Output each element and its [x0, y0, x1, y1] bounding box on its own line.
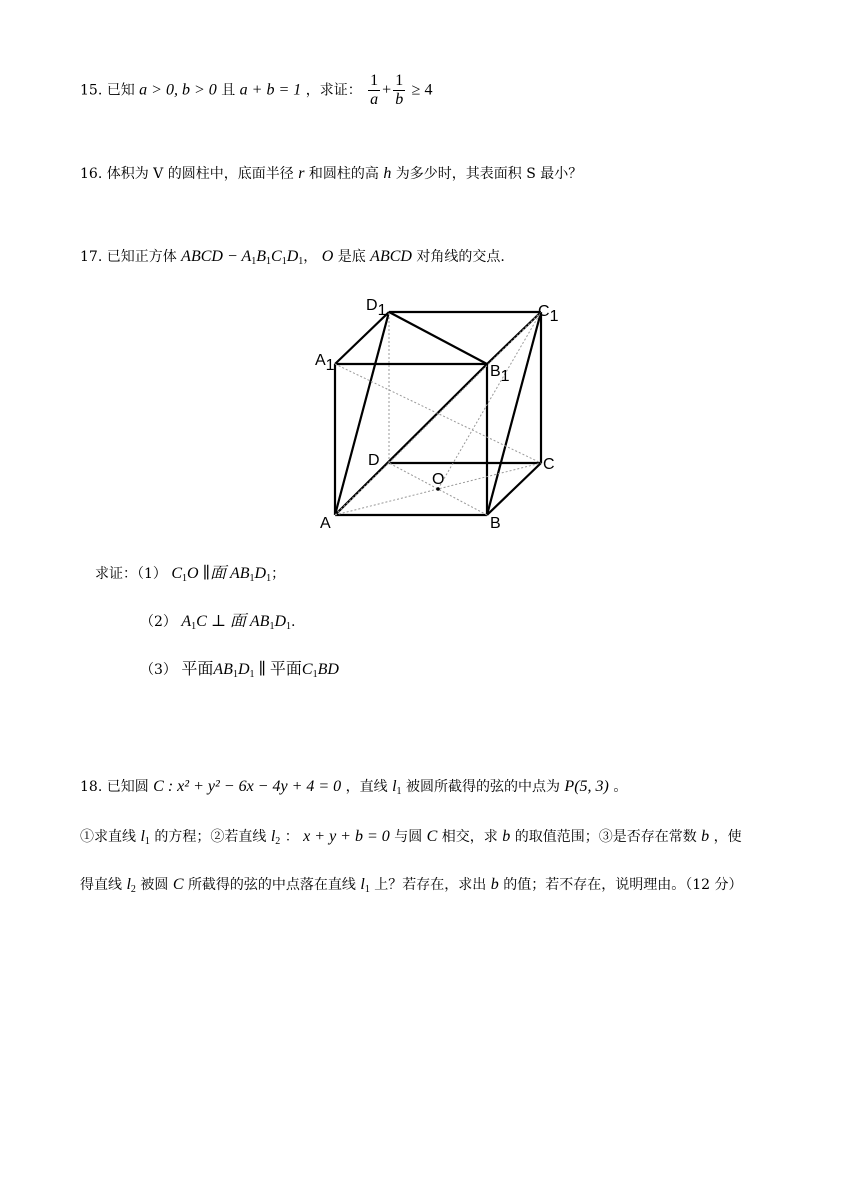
edge-A1-D1 [335, 312, 389, 364]
q16-text-3: 为多少时，其表面积 S 最小？ [395, 166, 583, 182]
q18-circle-eq: C : x² + y² − 6x − 4y + 4 = 0 [153, 778, 342, 795]
q17-text-1: 已知正方体 [106, 249, 177, 265]
q17-cube-name: ABCD − $A_1B_1C_1D_1$ [181, 248, 304, 267]
q17-prove-label: 求证：（1） [95, 566, 167, 582]
q15-fraction-a [368, 72, 380, 109]
q15-frac-den-a: a [370, 91, 379, 108]
q17-proof-2: （2） $A_1C$ ⊥ 面 $AB_1D_1$. [140, 613, 296, 632]
q17-text-4: 对角线的交点. [416, 249, 505, 265]
line-A-B1 [335, 364, 487, 515]
q17-O: O [321, 248, 334, 265]
label-C1: C1 [538, 303, 559, 325]
label-D: D [368, 452, 380, 469]
q15-plus: + [382, 81, 392, 99]
label-C: C [543, 456, 555, 473]
q18-number: 18. [80, 779, 103, 795]
question-18: 18. 已知圆 C : x² + y² − 6x − 4y + 4 = 0 ，直线 $l_1$ 被圆所截得的弦的中点为 P(5, 3) 。 [80, 778, 628, 797]
q16-text-1: 体积为 V 的圆柱中，底面半径 [106, 166, 294, 182]
q15-frac-num-b: 1 [395, 72, 404, 89]
q15-text-2: 且 [221, 82, 236, 99]
label-A1: A1 [315, 352, 335, 374]
q16-number: 16. [80, 166, 103, 182]
line-D1-B1 [389, 312, 487, 364]
q18-line-eq: x + y + b = 0 [303, 828, 390, 845]
edge-B-C [487, 463, 541, 515]
question-16 [80, 163, 582, 183]
q15-condition-2: a + b = 1 [239, 81, 302, 99]
q17-proof-1: 求证：（1） $C_1O$ ∥面 $AB_1D_1$； [95, 565, 286, 584]
q18-point: P(5, 3) [564, 778, 609, 795]
q15-fraction-b [393, 72, 405, 109]
q16-h: h [383, 165, 392, 182]
label-D1: D1 [366, 297, 387, 319]
label-A: A [320, 515, 331, 532]
q15-condition-1: a > 0, b > 0 [139, 81, 217, 99]
q17-text-2: ， [303, 249, 318, 265]
q18-line-3: 得直线 $l_2$ 被圆 C 所截得的弦的中点落在直线 $l_1$ 上？若存在，求出 b 的值；若不存在，说明理由。（12 分） [80, 876, 743, 895]
line-A-D1 [335, 312, 389, 515]
label-B1: B1 [490, 363, 510, 385]
cube-figure [300, 290, 580, 535]
q17-p2-label: （2） [140, 614, 177, 630]
q15-frac-den-b: b [395, 91, 404, 108]
q15-text-3: ，求证： [305, 82, 362, 99]
q18-line-2: ①求直线 $l_1$ 的方程；②若直线 $l_2$ ： x + y + b = 0 与圆 C 相交，求 b 的取值范围；③是否存在常数 b ，使 [80, 828, 742, 847]
question-15 [80, 72, 432, 109]
q16-r: r [298, 165, 305, 182]
label-O: O [432, 471, 445, 488]
q16-text-2: 和圆柱的高 [308, 166, 379, 182]
q15-number: 15. [80, 82, 103, 99]
q15-text-1: 已知 [106, 82, 135, 99]
edge-B1-C1 [487, 312, 541, 364]
label-B: B [490, 515, 501, 532]
q17-number: 17. [80, 249, 103, 265]
line-B-C1 [487, 312, 541, 515]
question-17 [80, 246, 505, 267]
q17-base: ABCD [370, 248, 412, 265]
q17-text-3: 是底 [337, 249, 366, 265]
q15-relation: ≥ 4 [411, 81, 433, 99]
q15-frac-num-a: 1 [370, 72, 379, 89]
q17-p3-label: （3） [140, 662, 177, 678]
q17-proof-3: （3） 平面$AB_1D_1$ ∥ 平面$C_1BD$ [140, 661, 339, 680]
